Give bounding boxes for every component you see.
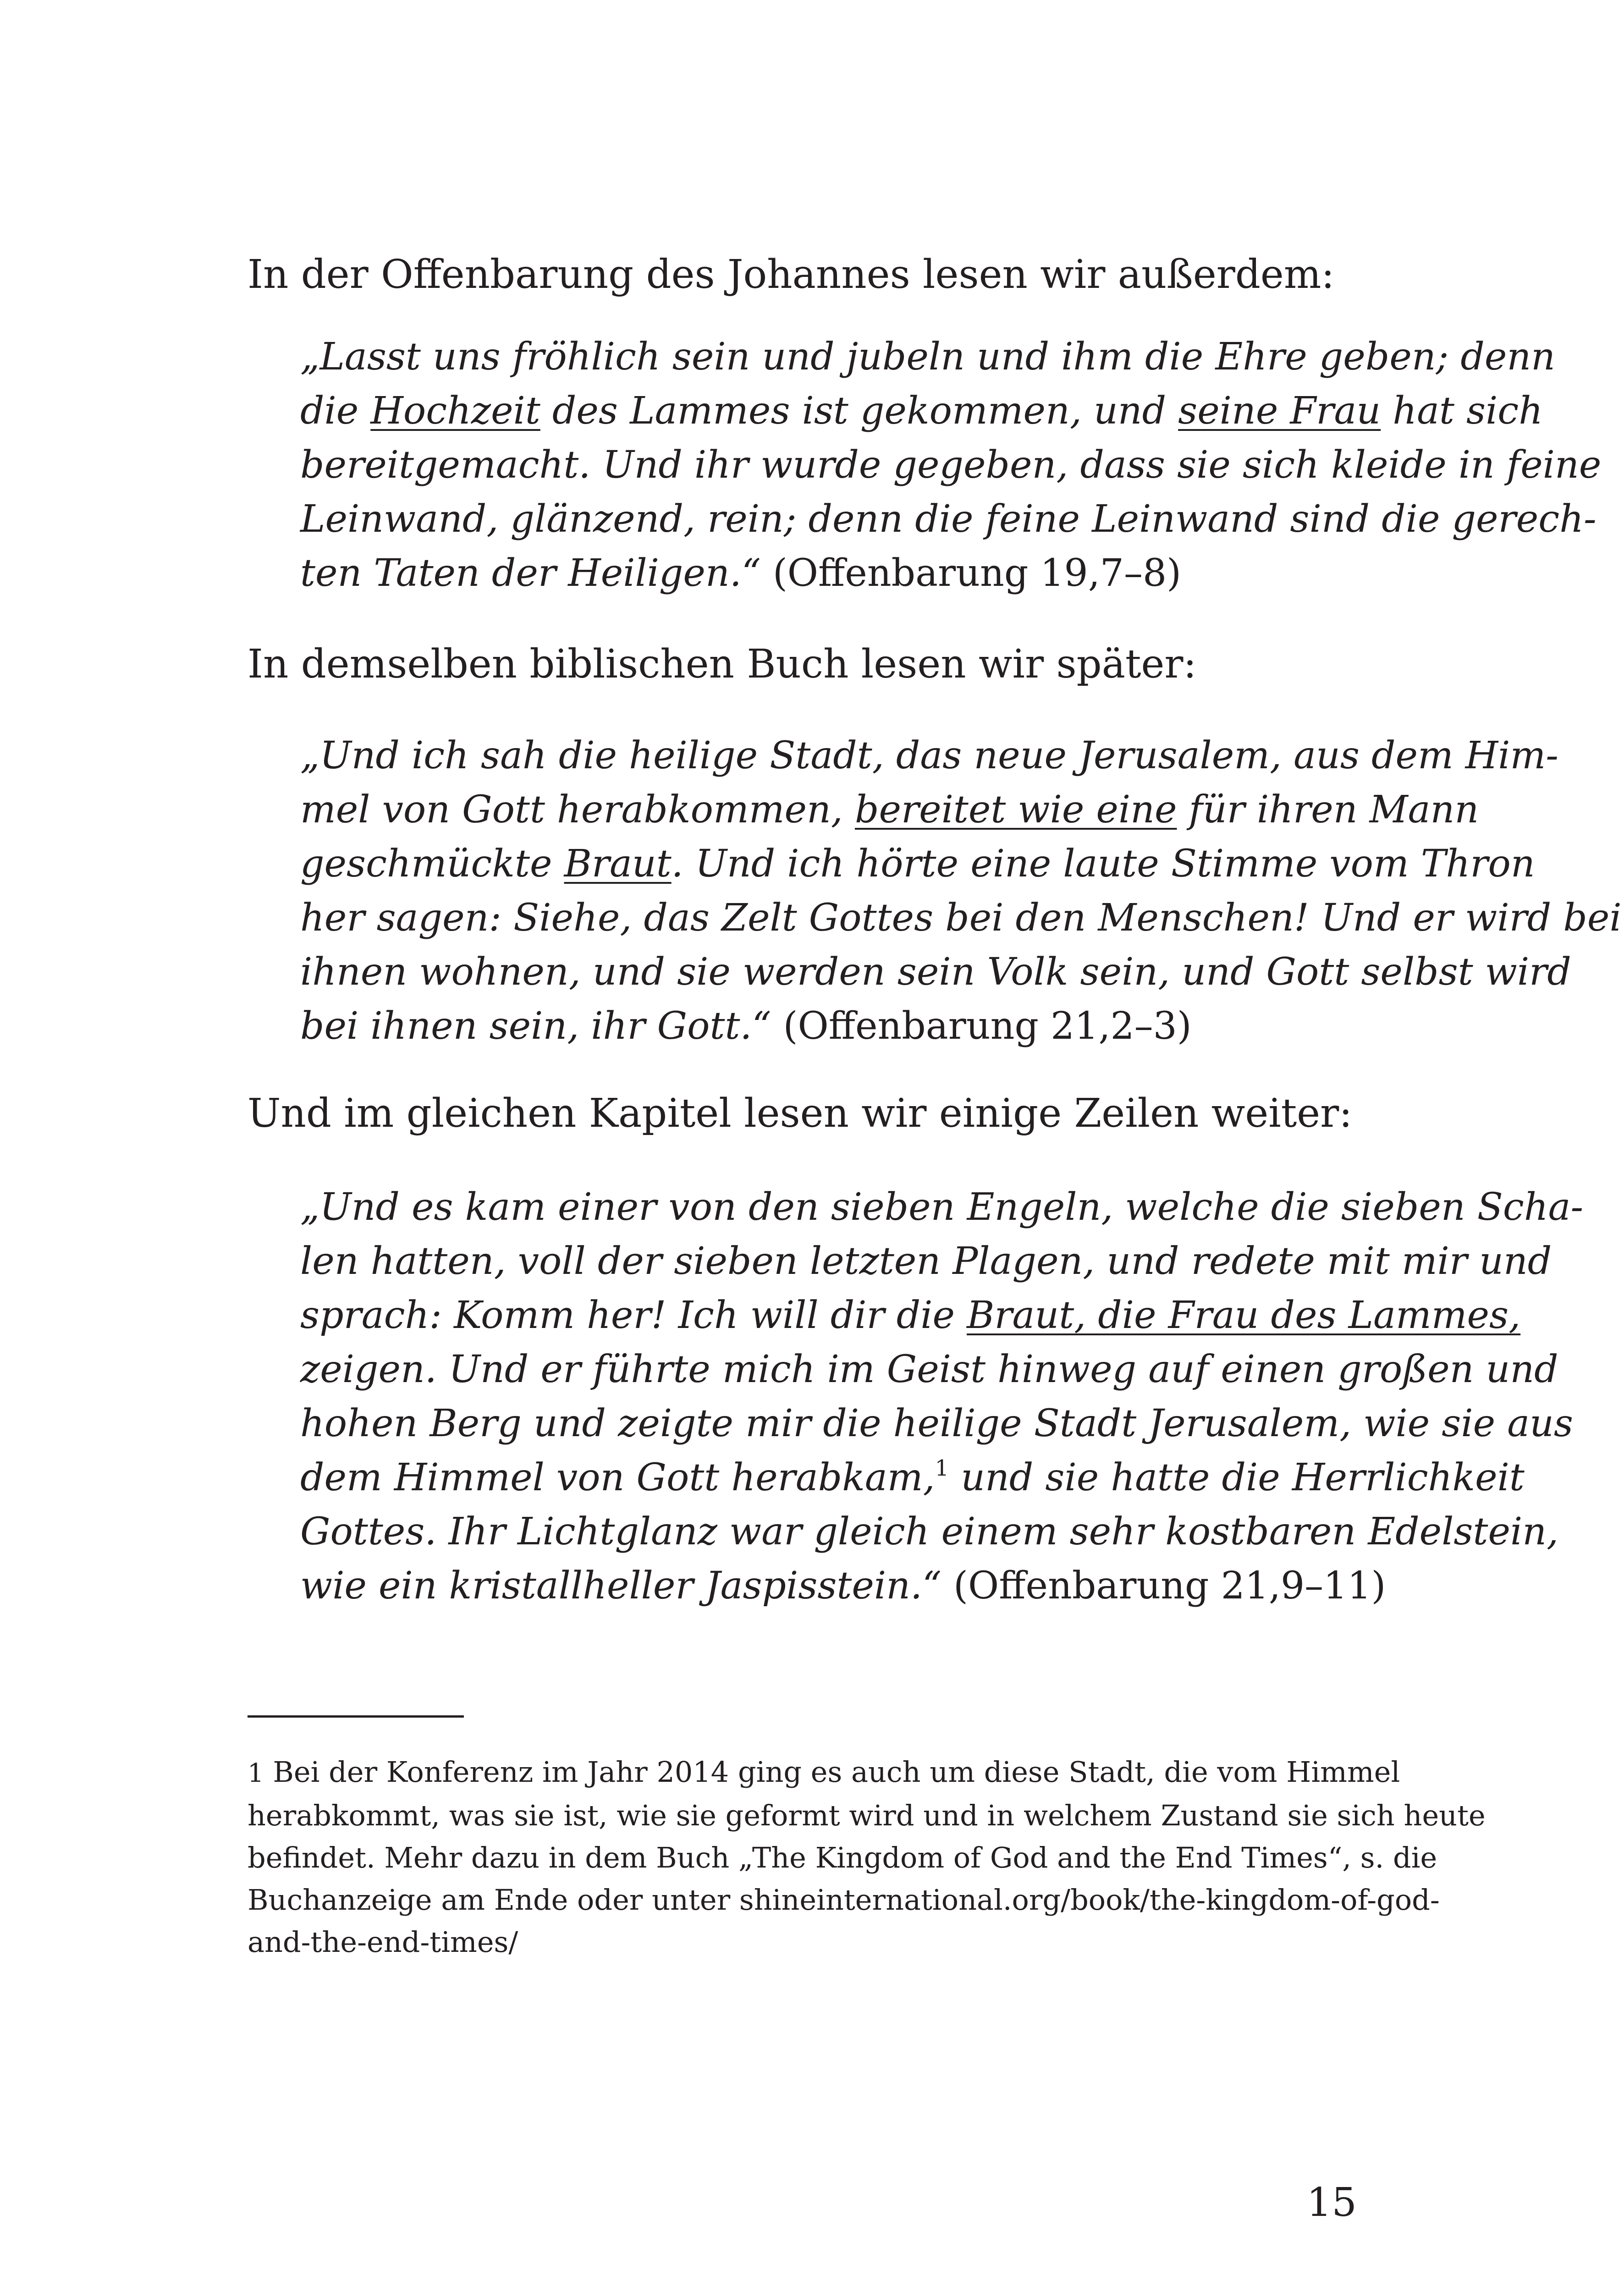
quote-line: ihnen wohnen, und sie werden sein Volk sein, und Gott selbst wird (300, 950, 1571, 994)
footnote-line-url[interactable]: and-the-end-times/ (248, 1925, 518, 1959)
underlined-hochzeit: Hochzeit (370, 389, 540, 433)
quote-line: zeigen. Und er führte mich im Geist hinweg auf einen großen und (300, 1348, 1558, 1391)
quote-line: wie ein kristallheller Jaspisstein.“ (Offenbarung 21,9–11) (300, 1564, 1386, 1608)
page-number: 15 (1306, 2180, 1357, 2226)
quote-line: ten Taten der Heiligen.“ (Offenbarung 19,7–8) (300, 551, 1182, 595)
intro-paragraph-3: Und im gleichen Kapitel lesen wir einige Zeilen weiter: (248, 1091, 1353, 1136)
quote-line: dem Himmel von Gott herabkam,$^1$ und sie hatte die Herrlichkeit (300, 1455, 1525, 1499)
quote-line: mel von Gott herabkommen, bereitet wie eine für ihren Mann (300, 788, 1479, 832)
footnote (248, 1751, 1486, 1963)
quote-revelation-21-2 (300, 729, 1622, 1053)
footnote-line: 1 Bei der Konferenz im Jahr 2014 ging es auch um diese Stadt, die vom Himmel (248, 1755, 1400, 1789)
quote-line: sprach: Komm her! Ich will dir die Braut, die Frau des Lammes, (300, 1294, 1521, 1337)
footnote-line: befindet. Mehr dazu in dem Buch „The Kingdom of God and the End Times“, s. die (248, 1841, 1437, 1874)
quote-line: „Lasst uns fröhlich sein und jubeln und ihm die Ehre geben; denn (300, 335, 1555, 379)
quote-line: Gottes. Ihr Lichtglanz war gleich einem sehr kostbaren Edelstein, (300, 1510, 1559, 1554)
quote-line: „Und ich sah die heilige Stadt, das neue Jerusalem, aus dem Him- (300, 734, 1558, 777)
footnote-line-url[interactable]: Buchanzeige am Ende oder unter shineinternational.org/book/the-kingdom-of-god- (248, 1883, 1440, 1917)
quote-line: hohen Berg und zeigte mir die heilige Stadt Jerusalem, wie sie aus (300, 1402, 1573, 1445)
quote-line: len hatten, voll der sieben letzten Plagen, und redete mit mir und (300, 1240, 1552, 1283)
underlined-bereitet-wie-eine: bereitet wie eine (854, 788, 1177, 832)
quote-line: Leinwand, glänzend, rein; denn die feine Leinwand sind die gerech- (300, 497, 1596, 541)
scripture-reference: (Offenbarung 21,2–3) (771, 1004, 1192, 1048)
intro-paragraph-2: In demselben biblischen Buch lesen wir später: (248, 641, 1197, 687)
footnote-number: 1 (248, 1758, 264, 1788)
scripture-reference: (Offenbarung 19,7–8) (760, 551, 1182, 595)
intro-paragraph-1: In der Offenbarung des Johannes lesen wir außerdem: (248, 252, 1335, 298)
quote-line: bereitgemacht. Und ihr wurde gegeben, dass sie sich kleide in feine (300, 443, 1602, 487)
footnote-marker[interactable]: 1 (935, 1455, 949, 1481)
footnote-line: herabkommt, was sie ist, wie sie geformt wird und in welchem Zustand sie sich heute (248, 1799, 1486, 1832)
quote-revelation-19 (300, 330, 1602, 601)
quote-line: die Hochzeit des Lammes ist gekommen, und seine Frau hat sich (300, 389, 1543, 433)
underlined-braut: Braut (564, 842, 672, 886)
underlined-seine-frau: seine Frau (1178, 389, 1381, 433)
quote-line: geschmückte Braut. Und ich hörte eine laute Stimme vom Thron (300, 842, 1535, 886)
scripture-reference: (Offenbarung 21,9–11) (941, 1564, 1386, 1608)
quote-line: „Und es kam einer von den sieben Engeln, welche die sieben Scha- (300, 1185, 1584, 1229)
quote-line: her sagen: Siehe, das Zelt Gottes bei den Menschen! Und er wird bei (300, 896, 1622, 940)
footnote-separator (248, 1715, 464, 1718)
underlined-braut-frau-des-lammes: Braut, die Frau des Lammes, (967, 1294, 1521, 1337)
quote-line: bei ihnen sein, ihr Gott.“ (Offenbarung 21,2–3) (300, 1004, 1192, 1048)
quote-revelation-21-9 (300, 1180, 1584, 1613)
